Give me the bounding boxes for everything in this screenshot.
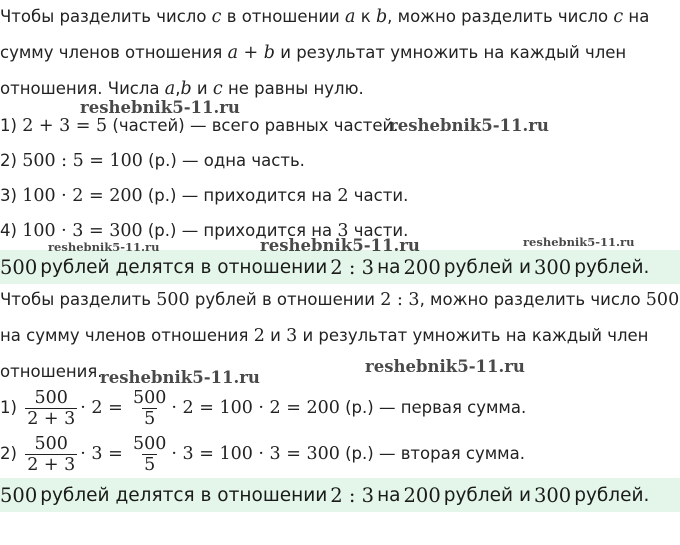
method2-line-2	[0, 325, 648, 347]
step-1	[0, 115, 398, 137]
answer-box-1	[0, 250, 680, 284]
step-number: 1)	[0, 116, 17, 135]
theory-text: и	[191, 79, 213, 98]
var-b: b	[375, 7, 388, 27]
answer-text: рублей.	[574, 256, 650, 278]
step-number: 1)	[0, 398, 17, 417]
method2-text: на сумму членов отношения	[0, 326, 254, 345]
answer-text: рублей и	[443, 484, 531, 506]
theory-text: на	[623, 7, 650, 26]
watermark: reshebnik5-11.ru	[80, 98, 240, 117]
theory-text: сумму членов отношения	[0, 43, 228, 62]
theory-text: к	[355, 7, 376, 26]
step-math: 100 · 2 = 200	[22, 186, 143, 206]
answer-ratio: 2 : 3	[330, 255, 375, 279]
number: 500	[156, 290, 190, 310]
step-text: (р.) — одна часть.	[142, 151, 305, 170]
answer-number: 300	[533, 255, 572, 279]
theory-text: Чтобы разделить число	[0, 7, 212, 26]
watermark: reshebnik5-11.ru	[48, 240, 160, 254]
answer-number: 200	[403, 483, 441, 507]
fraction	[131, 434, 168, 475]
step-math: 100 · 3 = 300	[22, 221, 143, 241]
var-c: c	[211, 7, 222, 27]
theory-line-3	[0, 78, 364, 100]
answer-ratio: 2 : 3	[330, 483, 375, 507]
step-number: 2)	[0, 444, 17, 463]
step-text: (р.) — приходится на	[142, 221, 338, 240]
method2-text: , можно разделить число	[419, 290, 646, 309]
method2-text: Чтобы разделить	[0, 290, 157, 309]
number: 500	[645, 290, 680, 310]
step-text: части.	[348, 186, 409, 205]
answer-box-2	[0, 478, 680, 512]
step-number: 2)	[0, 151, 17, 170]
var-b: b	[180, 79, 192, 99]
var-a: a	[164, 79, 176, 99]
step-math: · 2 = 100 · 2 = 200	[171, 398, 340, 418]
method2-text: и результат умножить на каждый член	[297, 326, 649, 345]
step-text: части.	[348, 221, 409, 240]
answer-number: 300	[533, 483, 572, 507]
fraction-numerator: 500	[34, 388, 68, 408]
method2-text: отношения.	[0, 362, 103, 381]
ratio: 2 : 3	[380, 290, 420, 310]
var-c: c	[212, 79, 223, 99]
answer-number: 500	[0, 483, 38, 507]
fraction	[131, 388, 168, 429]
answer-text: рублей.	[574, 484, 650, 506]
fraction	[25, 388, 77, 429]
step-3	[0, 185, 408, 207]
method2-line-3	[0, 361, 103, 383]
step-math: 3	[337, 221, 349, 241]
watermark: reshebnik5-11.ru	[100, 368, 260, 387]
fraction-numerator: 500	[34, 434, 68, 454]
step-math: · 3 = 100 · 3 = 300	[171, 444, 340, 464]
watermark: reshebnik5-11.ru	[260, 236, 420, 255]
fraction-step-2	[0, 430, 525, 478]
fraction-numerator: 500	[133, 388, 167, 408]
var-c: c	[613, 7, 624, 27]
fraction-denominator: 5	[144, 409, 156, 429]
answer-text: на	[377, 256, 401, 278]
step-text: (р.) — приходится на	[142, 186, 338, 205]
step-number: 3)	[0, 186, 17, 205]
theory-text: и результат умножить на каждый член	[275, 43, 627, 62]
step-text: (р.) — первая сумма.	[339, 398, 527, 417]
answer-text: на	[377, 484, 401, 506]
step-math: · 3 =	[80, 444, 123, 464]
fraction-denominator: 2 + 3	[27, 409, 76, 429]
comma: ,	[175, 79, 181, 98]
step-text: (частей) — всего равных частей.	[107, 116, 399, 135]
answer-number: 200	[403, 255, 441, 279]
theory-text: , можно разделить число	[387, 7, 614, 26]
answer-text: рублей и	[443, 256, 531, 278]
theory-text: в отношении	[221, 7, 346, 26]
step-math: 500 : 5 = 100	[22, 151, 143, 171]
theory-text: отношения. Числа	[0, 79, 165, 98]
answer-number: 500	[0, 255, 38, 279]
fraction-denominator: 5	[144, 455, 156, 475]
fraction-denominator: 2 + 3	[27, 455, 76, 475]
watermark: reshebnik5-11.ru	[365, 357, 525, 376]
fraction	[25, 434, 77, 475]
var-a: a	[345, 7, 356, 27]
number: 2	[253, 326, 265, 346]
step-math: 2 + 3 = 5	[22, 116, 108, 136]
theory-line-2	[0, 42, 626, 64]
fraction-step-1	[0, 384, 526, 432]
method2-text: и	[264, 326, 287, 345]
number: 3	[286, 326, 298, 346]
step-math: · 2 =	[80, 398, 123, 418]
method2-line-1	[0, 289, 679, 311]
method2-text: рублей в отношении	[189, 290, 381, 309]
step-2	[0, 150, 305, 172]
step-math: 2	[337, 186, 349, 206]
answer-text: рублей делятся в отношении	[40, 484, 328, 506]
fraction-numerator: 500	[133, 434, 167, 454]
watermark: reshebnik5-11.ru	[523, 235, 635, 249]
watermark: reshebnik5-11.ru	[389, 116, 549, 135]
step-text: (р.) — вторая сумма.	[339, 444, 525, 463]
step-number: 4)	[0, 221, 17, 240]
sum-expression: a + b	[227, 43, 275, 63]
answer-text: рублей делятся в отношении	[40, 256, 328, 278]
theory-line-1	[0, 6, 649, 28]
theory-text: не равны нулю.	[222, 79, 364, 98]
